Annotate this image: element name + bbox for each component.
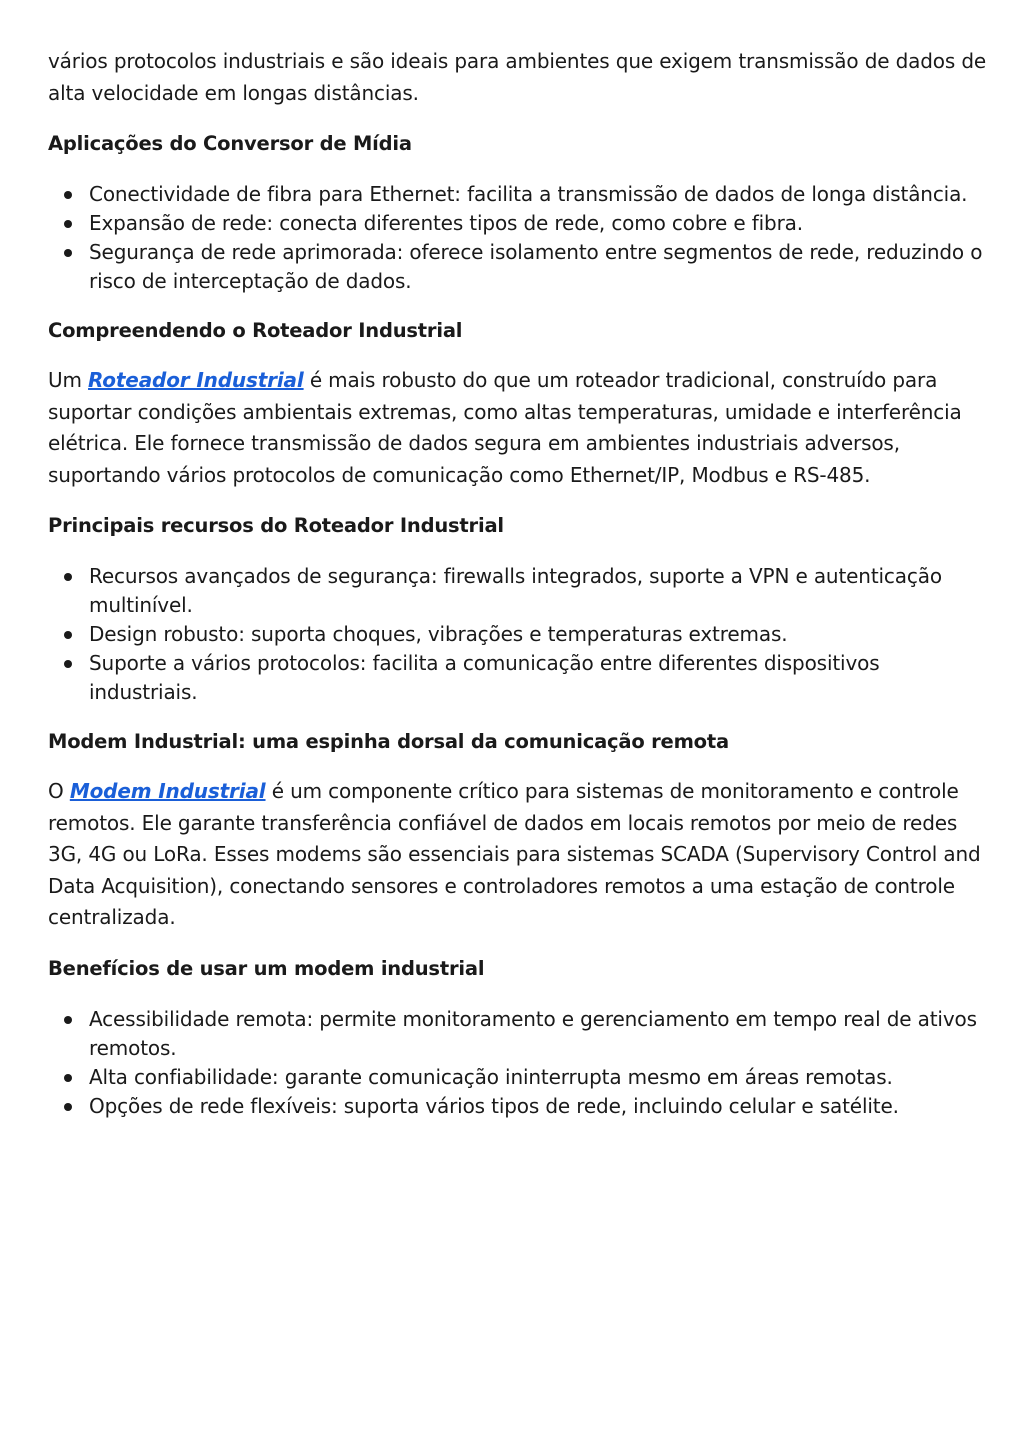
bullet-icon bbox=[64, 191, 72, 199]
industrial-modem-link[interactable]: Modem Industrial bbox=[69, 779, 266, 803]
list-item bbox=[48, 649, 988, 707]
document-page bbox=[48, 46, 988, 1121]
list-item-text: Opções de rede flexíveis: suporta vários tipos de rede, incluindo celular e satélite. bbox=[89, 1093, 899, 1118]
bullet-icon bbox=[64, 1074, 72, 1082]
list-item-text: Conectividade de fibra para Ethernet: facilita a transmissão de dados de longa distância. bbox=[89, 182, 968, 206]
heading-router-features: Principais recursos do Roteador Industrial bbox=[48, 514, 504, 537]
list-item-text: Segurança de rede aprimorada: oferece isolamento entre segmentos de rede, reduzindo o risco de interceptação de dados. bbox=[89, 240, 983, 293]
paragraph-body: é um componente crítico para sistemas de monitoramento e controle remotos. Ele garante transferência confiável de dados em locais remotos por meio de redes 3G, 4G ou LoRa. Esses modems são essenciais para sistemas SCADA (Supervisory Control and Data Acquisition), conectando sensores e controladores remotos a uma estação de controle centralizada. bbox=[48, 779, 981, 929]
paragraph-prefix: Um bbox=[48, 368, 89, 392]
media-converter-applications-list bbox=[48, 180, 988, 296]
list-item-text: Alta confiabilidade: garante comunicação ininterrupta mesmo em áreas remotas. bbox=[89, 1064, 893, 1089]
bullet-icon bbox=[64, 573, 72, 581]
bullet-icon bbox=[64, 660, 72, 668]
paragraph-prefix: O bbox=[48, 779, 70, 803]
list-item bbox=[48, 1092, 988, 1121]
paragraph-body: é mais robusto do que um roteador tradicional, construído para suportar condições ambientais extremas, como altas temperaturas, umidade e interferência elétrica. Ele fornece transmissão de dados segura em ambientes industriais adversos, suportando vários protocolos de comunicação como Ethernet/IP, Modbus e RS-485. bbox=[48, 368, 962, 487]
list-item bbox=[48, 1005, 988, 1063]
industrial-router-link[interactable]: Roteador Industrial bbox=[88, 368, 304, 392]
heading-modem-benefits: Benefícios de usar um modem industrial bbox=[48, 956, 485, 980]
list-item-text: Design robusto: suporta choques, vibrações e temperaturas extremas. bbox=[89, 622, 788, 646]
heading-industrial-router: Compreendendo o Roteador Industrial bbox=[48, 319, 463, 342]
list-item-text: Suporte a vários protocolos: facilita a comunicação entre diferentes dispositivos industriais. bbox=[89, 651, 880, 704]
bullet-icon bbox=[64, 1016, 72, 1024]
bullet-icon bbox=[64, 631, 72, 639]
list-item bbox=[48, 209, 988, 238]
bullet-icon bbox=[64, 249, 72, 257]
industrial-router-paragraph bbox=[48, 365, 988, 491]
list-item-text: Expansão de rede: conecta diferentes tipos de rede, como cobre e fibra. bbox=[89, 211, 803, 235]
industrial-modem-paragraph bbox=[48, 776, 988, 934]
list-item bbox=[48, 562, 988, 620]
list-item-text: Acessibilidade remota: permite monitoramento e gerenciamento em tempo real de ativos remotos. bbox=[89, 1006, 977, 1060]
list-item-text: Recursos avançados de segurança: firewalls integrados, suporte a VPN e autenticação multinível. bbox=[89, 564, 942, 617]
heading-media-converter-applications: Aplicações do Conversor de Mídia bbox=[48, 132, 412, 155]
bullet-icon bbox=[64, 1103, 72, 1111]
list-item bbox=[48, 620, 988, 649]
intro-paragraph: vários protocolos industriais e são ideais para ambientes que exigem transmissão de dados de alta velocidade em longas distâncias. bbox=[48, 49, 987, 105]
list-item bbox=[48, 238, 988, 296]
heading-industrial-modem: Modem Industrial: uma espinha dorsal da comunicação remota bbox=[48, 730, 729, 753]
list-item bbox=[48, 1063, 988, 1092]
router-features-list bbox=[48, 562, 988, 707]
list-item bbox=[48, 180, 988, 209]
bullet-icon bbox=[64, 220, 72, 228]
modem-benefits-list bbox=[48, 1005, 988, 1121]
